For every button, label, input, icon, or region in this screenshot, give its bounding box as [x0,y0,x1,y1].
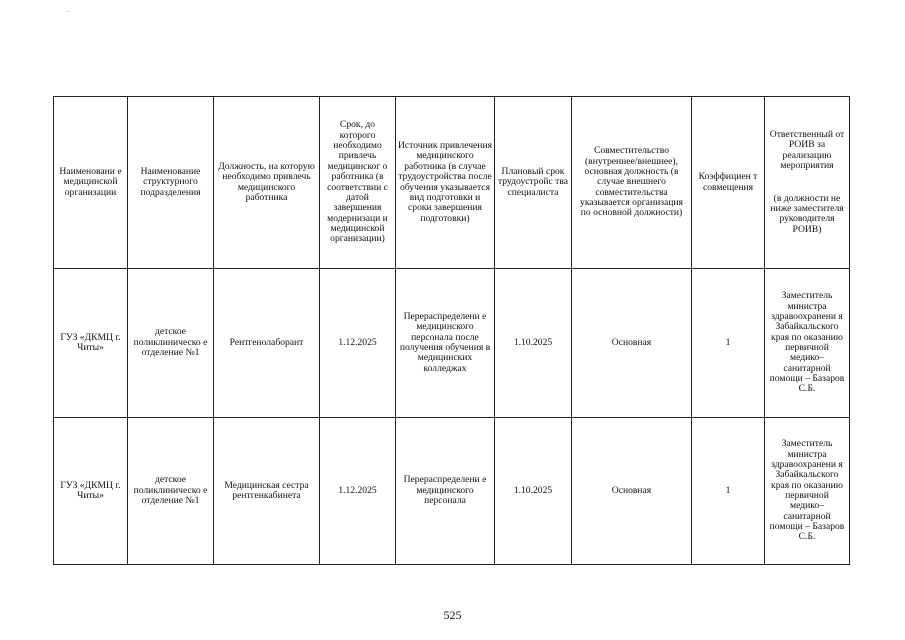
cell-planned-date: 1.10.2025 [495,269,572,418]
table-row [54,418,850,565]
cell-coefficient: 1 [692,418,765,565]
cell-source: Перераспределени е медицинского персонала [396,418,495,565]
staffing-table [53,96,850,565]
cell-responsible: Заместитель министра здравоохранени я Забайкальского края по оказанию первичной медико– санитарной помощи – Базаров С.Б. [765,269,850,418]
cell-planned-date: 1.10.2025 [495,418,572,565]
header-unit: Наименование структурного подразделения [128,97,214,269]
header-responsible-note: (в должности не ниже заместителя руководителя РОИВ) [770,192,844,235]
cell-source: Перераспределени е медицинского персонала после получения обучения в медицинских колледжах [396,269,495,418]
header-position: Должность, на которую необходимо привлечь медицинского работника [214,97,320,269]
header-combination: Совместительство (внутреннее/внешнее), основная должность (в случае внешнего совместительства указывается организация по основной должности) [572,97,692,269]
cell-combination: Основная [572,418,692,565]
header-responsible [765,97,850,269]
cell-position: Медицинская сестра рентгенкабинета [214,418,320,565]
header-responsible-main: Ответственный от РОИВ за реализацию мероприятия [769,129,845,172]
header-gap [767,172,847,194]
cell-coefficient: 1 [692,269,765,418]
page-number: 525 [443,608,462,622]
table-row [54,269,850,418]
header-coefficient: Коэффициен т совмещения [692,97,765,269]
table-header-row [54,97,850,269]
cell-org: ГУЗ «ДКМЦ г. Читы» [54,269,128,418]
cell-position: Рентгенолаборант [214,269,320,418]
cell-combination: Основная [572,269,692,418]
cell-org: ГУЗ «ДКМЦ г. Читы» [54,418,128,565]
header-org: Наименовани е медицинской организации [54,97,128,269]
cell-deadline: 1.12.2025 [320,418,396,565]
scan-speck [67,11,68,12]
header-source: Источник привлечения медицинского работника (в случае трудоустройства после обучения указывается вид подготовки и сроки завершения подготовки) [396,97,495,269]
cell-unit: детское поликлиническо е отделение №1 [128,418,214,565]
header-planned-date: Плановый срок трудоустройс тва специалиста [495,97,572,269]
cell-deadline: 1.12.2025 [320,269,396,418]
header-deadline: Срок, до которого необходимо привлечь медицинског о работника (в соответствии с датой завершения модернизаци и медицинской организации) [320,97,396,269]
cell-responsible: Заместитель министра здравоохранени я Забайкальского края по оказанию первичной медико– санитарной помощи – Базаров С.Б. [765,418,850,565]
cell-unit: детское поликлиническо е отделение №1 [128,269,214,418]
